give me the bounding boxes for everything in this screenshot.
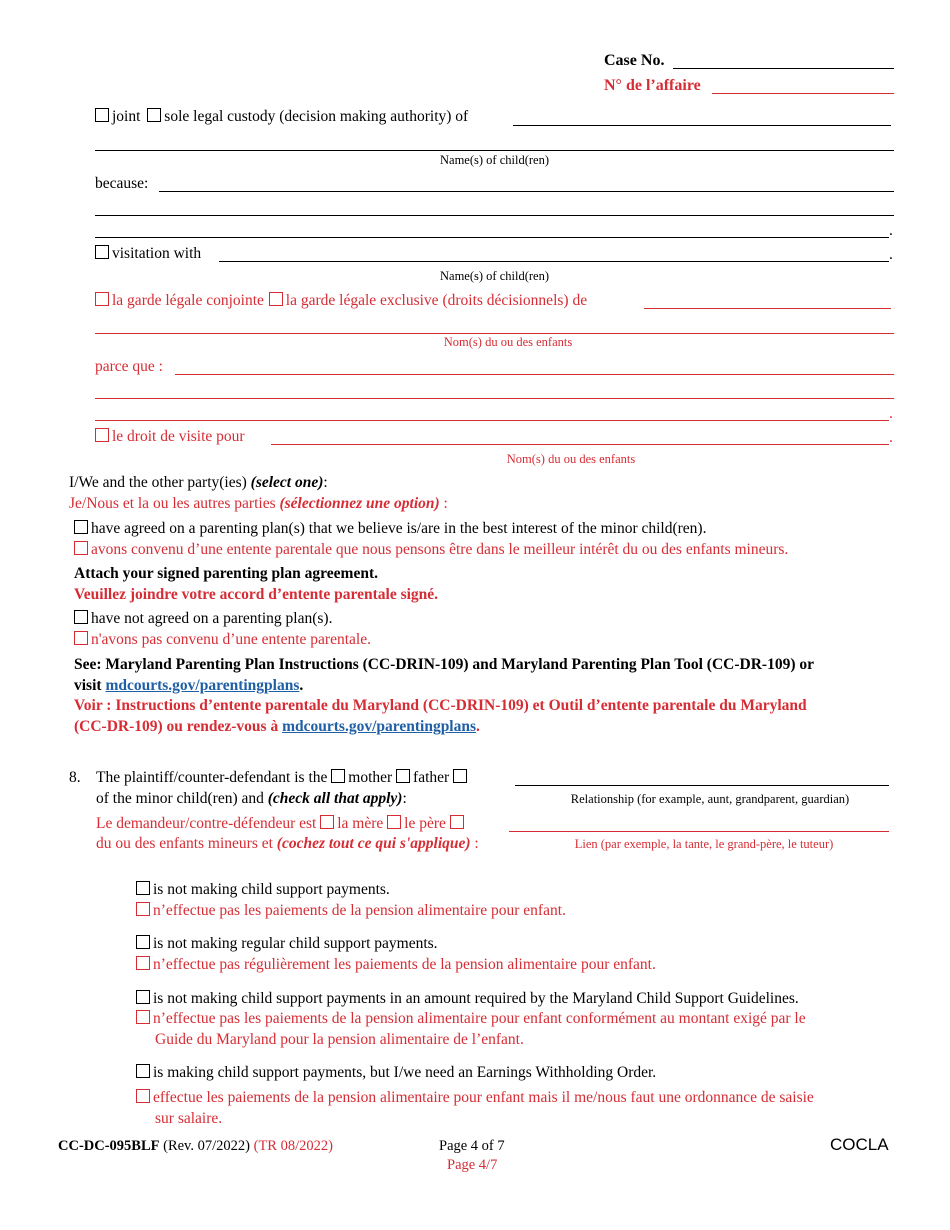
custody-row xyxy=(95,108,468,126)
option-earnings-withholding-fr-2: sur salaire. xyxy=(155,1110,223,1127)
option-4-checkbox-fr[interactable] xyxy=(136,1089,150,1103)
not-agreed-checkbox[interactable] xyxy=(74,610,88,624)
sole-label: sole legal custody (decision making authority) of xyxy=(164,108,469,125)
child-names-caption-fr: Nom(s) du ou des enfants xyxy=(443,335,573,349)
relationship-field-fr[interactable] xyxy=(509,831,889,832)
page-number: Page 4 of 7 xyxy=(439,1138,505,1154)
parenting-plans-link-fr[interactable]: mdcourts.gov/parentingplans xyxy=(282,718,477,735)
not-agreed-label-fr: n'avons pas convenu d’une entente parentale. xyxy=(91,631,371,648)
relationship-caption-fr: Lien (par exemple, la tante, le grand-père, le tuteur) xyxy=(574,837,834,851)
child-names-field[interactable] xyxy=(513,125,891,126)
sole-label-fr: la garde légale exclusive (droits décisionnels) de xyxy=(285,292,588,309)
joint-label: joint xyxy=(112,108,141,125)
because-label: because: xyxy=(95,175,149,192)
relationship-field[interactable] xyxy=(515,785,889,786)
agreed-label: have agreed on a parenting plan(s) that we believe is/are in the best interest of the minor child(ren). xyxy=(91,520,707,537)
father-checkbox-fr[interactable] xyxy=(387,815,401,829)
mother-checkbox-fr[interactable] xyxy=(320,815,334,829)
attach-note: Attach your signed parenting plan agreement. xyxy=(74,565,378,582)
attach-note-fr: Veuillez joindre votre accord d’entente parentale signé. xyxy=(74,586,439,603)
because-field-fr-3[interactable] xyxy=(95,420,889,421)
visitation-row xyxy=(95,245,201,263)
visitation-field[interactable] xyxy=(219,261,889,262)
custody-row-fr xyxy=(95,292,587,310)
agreed-label-fr: avons convenu d’une entente parentale que nous pensons être dans le meilleur intérêt du ou des enfants mineurs. xyxy=(91,541,789,558)
because-label-fr: parce que : xyxy=(95,358,163,375)
relationship-caption: Relationship (for example, aunt, grandparent, guardian) xyxy=(570,792,850,806)
item-8-line1: The plaintiff/counter-defendant is the mother father xyxy=(96,769,470,787)
agreed-row-fr xyxy=(74,541,788,559)
visitation-field-fr[interactable] xyxy=(271,444,889,445)
visitation-label: visitation with xyxy=(112,245,202,262)
parenting-plans-link[interactable]: mdcourts.gov/parentingplans xyxy=(105,677,300,694)
visitation-checkbox[interactable] xyxy=(95,245,109,259)
option-2-checkbox-fr[interactable] xyxy=(136,956,150,970)
option-3-checkbox-fr[interactable] xyxy=(136,1010,150,1024)
option-guideline-amount-fr: n’effectue pas les paiements de la pension alimentaire pour enfant conformément au montant exigé par le xyxy=(136,1010,806,1028)
item-8-line2: of the minor child(ren) and (check all that apply): xyxy=(96,790,407,807)
not-agreed-label: have not agreed on a parenting plan(s). xyxy=(91,610,333,627)
because-field-fr-1[interactable] xyxy=(175,374,894,375)
because-field-2[interactable] xyxy=(95,215,894,216)
page-number-fr: Page 4/7 xyxy=(447,1157,498,1173)
sole-checkbox[interactable] xyxy=(147,108,161,122)
agreed-checkbox-fr[interactable] xyxy=(74,541,88,555)
child-names-caption: Name(s) of child(ren) xyxy=(440,153,549,167)
option-irregular-payments: is not making regular child support payments. xyxy=(136,935,438,953)
voir-instructions: Voir : Instructions d’entente parentale du Maryland (CC-DRIN-109) et Outil d’entente parentale du Maryland xyxy=(74,697,807,714)
child-names-field-2[interactable] xyxy=(95,150,894,151)
period-fr: . xyxy=(889,405,893,422)
option-4-checkbox[interactable] xyxy=(136,1064,150,1078)
visitation-checkbox-fr[interactable] xyxy=(95,428,109,442)
see-visit: visit mdcourts.gov/parentingplans. xyxy=(74,677,304,694)
not-agreed-checkbox-fr[interactable] xyxy=(74,631,88,645)
agreed-checkbox[interactable] xyxy=(74,520,88,534)
case-number-field-fr[interactable] xyxy=(712,93,894,94)
agreed-row xyxy=(74,520,706,538)
visitation-row-fr xyxy=(95,428,245,446)
case-number-field[interactable] xyxy=(673,68,894,69)
item-8-line1-fr: Le demandeur/contre-défendeur est la mère le père xyxy=(96,815,467,833)
item-8-line2-fr: du ou des enfants mineurs et (cochez tout ce qui s'applique) : xyxy=(96,835,479,852)
option-1-checkbox[interactable] xyxy=(136,881,150,895)
cocla-label: COCLA xyxy=(830,1135,889,1154)
father-checkbox[interactable] xyxy=(396,769,410,783)
period: . xyxy=(889,246,893,263)
joint-checkbox-fr[interactable] xyxy=(95,292,109,306)
option-guideline-amount-fr-2: Guide du Maryland pour la pension alimentaire de l’enfant. xyxy=(155,1031,524,1048)
option-earnings-withholding-fr: effectue les paiements de la pension alimentaire pour enfant mais il me/nous faut une ordonnance de saisie xyxy=(136,1089,814,1107)
mother-checkbox[interactable] xyxy=(331,769,345,783)
not-agreed-row xyxy=(74,610,332,628)
option-3-checkbox[interactable] xyxy=(136,990,150,1004)
option-earnings-withholding: is making child support payments, but I/we need an Earnings Withholding Order. xyxy=(136,1064,656,1082)
other-relationship-checkbox-fr[interactable] xyxy=(450,815,464,829)
parenting-intro: I/We and the other party(ies) (select one): xyxy=(69,474,328,491)
because-field-fr-2[interactable] xyxy=(95,398,894,399)
period-fr: . xyxy=(889,429,893,446)
option-irregular-payments-fr: n’effectue pas régulièrement les paiements de la pension alimentaire pour enfant. xyxy=(136,956,656,974)
visitation-caption: Name(s) of child(ren) xyxy=(440,269,549,283)
case-number-label-fr: N° de l’affaire xyxy=(604,77,701,94)
form-id: CC-DC-095BLF (Rev. 07/2022) (TR 08/2022) xyxy=(58,1138,333,1154)
voir-visit: (CC-DR-109) ou rendez-vous à mdcourts.gov/parentingplans. xyxy=(74,718,480,735)
joint-checkbox[interactable] xyxy=(95,108,109,122)
not-agreed-row-fr xyxy=(74,631,371,649)
period: . xyxy=(889,222,893,239)
visitation-caption-fr: Nom(s) du ou des enfants xyxy=(506,452,636,466)
option-no-payments-fr: n’effectue pas les paiements de la pension alimentaire pour enfant. xyxy=(136,902,566,920)
joint-label-fr: la garde légale conjointe xyxy=(112,292,264,309)
option-no-payments: is not making child support payments. xyxy=(136,881,390,899)
see-instructions: See: Maryland Parenting Plan Instructions (CC-DRIN-109) and Maryland Parenting Plan Tool (CC-DR-109) or xyxy=(74,656,814,673)
option-1-checkbox-fr[interactable] xyxy=(136,902,150,916)
option-2-checkbox[interactable] xyxy=(136,935,150,949)
sole-checkbox-fr[interactable] xyxy=(269,292,283,306)
item-8-number: 8. xyxy=(69,769,81,786)
because-field-1[interactable] xyxy=(159,191,894,192)
child-names-field-fr-2[interactable] xyxy=(95,333,894,334)
option-guideline-amount: is not making child support payments in an amount required by the Maryland Child Support Guidelines. xyxy=(136,990,799,1008)
visitation-label-fr: le droit de visite pour xyxy=(112,428,245,445)
case-number-label: Case No. xyxy=(604,52,665,69)
child-names-field-fr[interactable] xyxy=(644,308,891,309)
because-field-3[interactable] xyxy=(95,237,889,238)
parenting-intro-fr: Je/Nous et la ou les autres parties (sélectionnez une option) : xyxy=(69,495,448,512)
other-relationship-checkbox[interactable] xyxy=(453,769,467,783)
